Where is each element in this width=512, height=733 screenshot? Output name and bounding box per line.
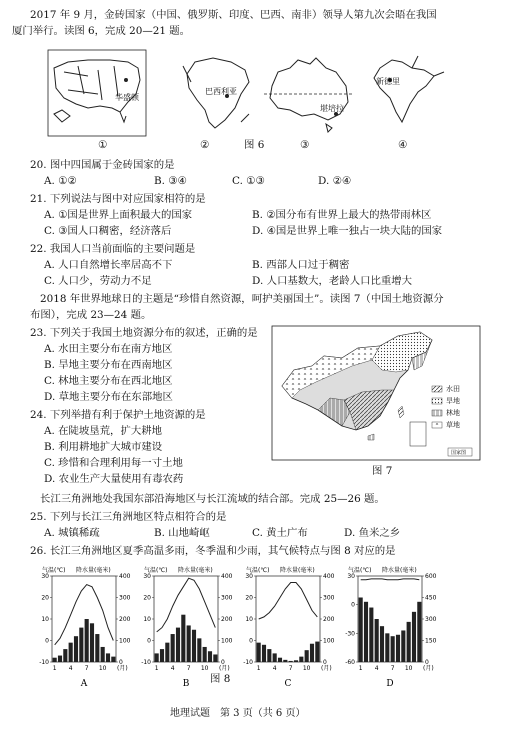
precip-bar [181,615,185,662]
map-australia [262,52,354,132]
precip-bar [106,653,110,662]
precip-axis-label: 降水量(毫米) [178,567,213,574]
precip-bar [283,660,287,662]
intro-line-2: 厦门举行。读图 6，完成 20—21 题。 [12,25,191,37]
map-number-4: ④ [398,139,408,151]
q23-stem: 23. 下列关于我国土地资源分布的叙述，正确的是 [30,327,258,339]
precip-bar [305,650,309,662]
precip-bar [95,634,99,662]
precip-tick-label: 400 [119,573,131,580]
temp-axis-label: 气温(℃) [246,567,270,574]
precip-bar [79,628,83,662]
month-tick-label: 1 [358,665,363,672]
month-tick-label: 7 [288,665,293,672]
precip-axis-label: 降水量(毫米) [76,567,111,574]
month-tick-label: 10 [404,665,413,672]
precip-bar [417,602,421,662]
precip-bar [289,661,293,662]
month-tick-label: 4 [170,665,175,672]
intro2-line-2: 布图），完成 23—24 题。 [30,309,152,321]
figure-8-caption: 图 8 [210,673,231,685]
precip-bar [192,630,196,662]
precip-bar [208,651,212,662]
precip-axis-label: 降水量(毫米) [280,567,315,574]
figure-7-caption: 图 7 [372,465,393,477]
q20-option-c[interactable]: C. ①③ [232,175,265,187]
q25-option-b[interactable]: B. 山地崎岖 [154,527,210,539]
month-tick-label: 4 [374,665,379,672]
precip-bar [359,598,363,663]
precip-bar [412,612,416,662]
month-axis-label: (月) [423,665,434,672]
precip-tick-label: 200 [323,616,335,623]
month-tick-label: 1 [256,665,261,672]
q21-option-d[interactable]: D. ④国是世界上唯一独占一块大陆的国家 [252,225,443,237]
precip-bar [111,657,115,662]
temp-curve [259,583,318,620]
precip-bar [385,633,389,662]
precip-tick-label: 400 [323,573,335,580]
map-number-1: ① [98,139,108,151]
q24-stem: 24. 下列举措有利于保护土地资源的是 [30,409,206,421]
q22-stem: 22. 我国人口当前面临的主要问题是 [30,243,196,255]
precip-bar [171,634,175,662]
temp-tick-label: 30 [347,573,355,580]
temp-tick-label: -10 [243,659,253,666]
q21-option-b[interactable]: B. ②国分布有世界上最大的热带雨林区 [252,209,432,221]
precip-bar [203,647,207,662]
precip-bar [74,636,78,662]
chart-letter: D [386,679,394,689]
temp-tick-label: -10 [39,659,49,666]
precip-tick-label: 100 [221,637,233,645]
map-number-2: ② [200,139,210,151]
temp-tick-label: 0 [45,637,49,645]
temp-curve [55,585,114,645]
q20-option-b[interactable]: B. ③④ [154,175,187,187]
map-india [362,52,446,136]
temp-tick-label: 20 [245,594,253,602]
q23-option-a[interactable]: A. 水田主要分布在南方地区 [44,343,173,355]
temp-tick-label: 30 [245,573,253,580]
month-tick-label: 7 [84,665,89,672]
temp-tick-label: 0 [249,637,253,645]
q22-option-a[interactable]: A. 人口自然增长率居高不下 [44,259,173,271]
precip-tick-label: 150 [425,637,437,645]
precip-tick-label: 0 [119,659,123,666]
temp-curve [157,578,216,632]
temp-tick-label: 0 [351,601,355,609]
month-tick-label: 4 [68,665,73,672]
q21-stem: 21. 下列说法与图中对应国家相符的是 [30,193,206,205]
precip-bar [369,608,373,662]
q23-option-d[interactable]: D. 草地主要分布在东部地区 [44,391,173,403]
precip-tick-label: 400 [221,573,233,580]
q20-option-a[interactable]: A. ①② [44,175,77,187]
intro3: 长江三角洲地处我国东部沿海地区与长江流域的结合部。完成 25—26 题。 [40,493,385,505]
temp-tick-label: 0 [147,637,151,645]
temp-tick-label: 30 [143,573,151,580]
q22-option-c[interactable]: C. 人口少，劳动力不足 [44,275,152,287]
precip-bar [58,656,62,662]
month-axis-label: (月) [219,665,230,672]
precip-bar [396,635,400,662]
chart-frame [154,576,218,662]
precip-tick-label: 450 [425,594,437,602]
precip-bar [176,628,180,662]
temp-curve [361,579,420,580]
precip-axis-label: 降水量(毫米) [382,567,417,574]
month-axis-label: (月) [117,665,128,672]
label-brasilia: 巴西利亚 [205,87,237,96]
precip-bar [165,643,169,662]
precip-tick-label: 300 [119,594,131,602]
precip-bar [315,642,319,662]
month-tick-label: 10 [98,665,107,672]
precip-bar [257,643,261,662]
map-number-3: ③ [300,139,310,151]
q25-option-c[interactable]: C. 黄土广布 [252,527,308,539]
month-tick-label: 7 [390,665,395,672]
precip-tick-label: 300 [323,594,335,602]
chart-frame [52,576,116,662]
precip-bar [90,623,94,662]
chart-letter: C [284,679,292,689]
precip-bar [53,658,57,662]
intro-line-1: 2017 年 9 月，金砖国家（中国、俄罗斯、印度、巴西、南非）领导人第九次会晤在我国 [30,9,437,21]
month-tick-label: 1 [154,665,159,672]
precip-bar [391,636,395,662]
q20-option-d[interactable]: D. ②④ [318,175,352,187]
temp-tick-label: -60 [345,659,355,666]
month-tick-label: 10 [200,665,209,672]
precip-bar [85,619,89,662]
temp-tick-label: 10 [245,616,253,623]
precip-bar [278,658,282,662]
climate-charts [40,562,440,692]
month-tick-label: 7 [186,665,191,672]
temp-axis-label: 气温(℃) [348,567,372,574]
month-tick-label: 4 [272,665,277,672]
precip-bar [213,654,217,662]
precip-bar [294,660,298,662]
precip-bar [155,653,159,662]
precip-bar [299,657,303,662]
precip-tick-label: 0 [425,659,429,666]
precip-bar [364,602,368,662]
precip-tick-label: 200 [119,616,131,623]
precip-bar [197,638,201,662]
label-new-delhi: 新德里 [376,77,400,86]
precip-tick-label: 0 [221,659,225,666]
precip-bar [310,644,314,662]
page-footer: 地理试题 第 3 页（共 6 页） [170,708,306,719]
precip-bar [273,653,277,662]
legend-paddy: 水田 [446,385,460,393]
intro2-line-1: 2018 年世界地球日的主题是“珍惜自然资源，呵护美丽国土”。读图 7（中国土地资源分 [40,293,444,305]
q25-option-d[interactable]: D. 鱼米之乡 [344,527,401,539]
temp-tick-label: -30 [345,630,355,638]
precip-bar [69,643,73,662]
q26-stem: 26. 长江三角洲地区夏季高温多雨，冬季温和少雨，其气候特点与图 8 对应的是 [30,545,396,557]
precip-tick-label: 300 [221,594,233,602]
legend-forest: 林地 [446,409,460,417]
temp-axis-label: 气温(℃) [144,567,168,574]
precip-tick-label: 100 [323,637,335,645]
q24-option-b[interactable]: B. 利用耕地扩大城市建设 [44,441,163,453]
precip-bar [63,649,67,662]
precip-bar [160,649,164,662]
temp-axis-label: 气温(℃) [42,567,66,574]
legend-dryland: 旱地 [446,397,460,405]
legend-grassland: 草地 [446,421,460,429]
precip-bar [380,626,384,662]
map-review-stamp: 国家图 [451,450,467,456]
temp-tick-label: 10 [41,616,49,623]
q21-option-c[interactable]: C. ③国人口稠密，经济落后 [44,225,172,237]
precip-bar [262,645,266,662]
q24-option-a[interactable]: A. 在陡坡垦荒，扩大耕地 [44,425,163,437]
q25-option-a[interactable]: A. 城镇稀疏 [44,527,100,539]
temp-tick-label: -10 [141,659,151,666]
month-tick-label: 10 [302,665,311,672]
temp-tick-label: 10 [143,616,151,623]
q24-option-c[interactable]: C. 珍惜和合理利用每一寸土地 [44,457,183,469]
chart-letter: A [80,679,88,689]
q23-option-b[interactable]: B. 旱地主要分布在西南地区 [44,359,173,371]
q22-option-b[interactable]: B. 西部人口过于稠密 [252,259,350,271]
chart-letter: B [182,679,190,689]
precip-bar [187,625,191,662]
q23-option-c[interactable]: C. 林地主要分布在西北地区 [44,375,173,387]
q20-stem: 20. 图中四国属于金砖国家的是 [30,159,175,171]
precip-bar [101,647,105,662]
month-axis-label: (月) [321,665,332,672]
month-tick-label: 1 [52,665,57,672]
temp-tick-label: 20 [143,594,151,602]
precip-tick-label: 0 [323,659,327,666]
precip-tick-label: 600 [425,573,437,580]
temp-tick-label: 30 [41,573,49,580]
figure-6-caption: 图 6 [244,139,265,151]
precip-tick-label: 100 [119,637,131,645]
precip-bar [407,622,411,662]
precip-tick-label: 300 [425,616,437,623]
label-canberra: 堪培拉 [320,104,344,113]
precip-bar [375,619,379,662]
precip-bar [401,630,405,662]
q24-option-d[interactable]: D. 农业生产大量使用有毒农药 [44,473,184,485]
q21-option-a[interactable]: A. ①国是世界上面积最大的国家 [44,209,193,221]
temp-tick-label: 20 [41,594,49,602]
q22-option-d[interactable]: D. 人口基数大，老龄人口比重增大 [252,275,413,287]
label-washington: 华盛顿 [115,93,139,102]
precip-bar [267,649,271,662]
q25-stem: 25. 下列与长江三角洲地区特点相符合的是 [30,511,227,523]
precip-tick-label: 200 [221,616,233,623]
